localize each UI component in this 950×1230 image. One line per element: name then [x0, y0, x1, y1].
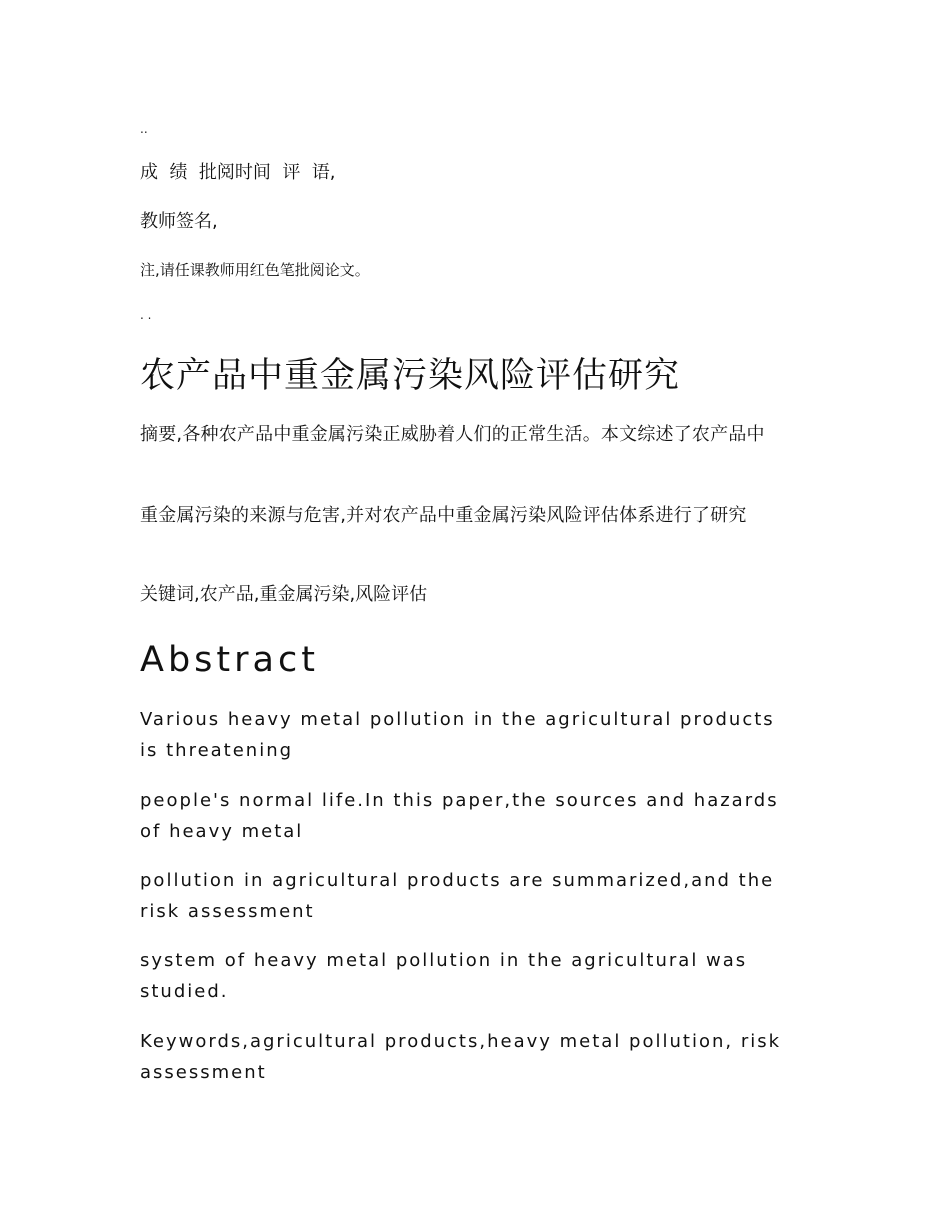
english-abstract-paragraph-1: Various heavy metal pollution in the agricultural products is threatening: [140, 709, 775, 761]
english-abstract-paragraph-3: pollution in agricultural products are summarized,and the risk assessment: [140, 870, 775, 922]
teacher-signature-line: 教师签名,: [140, 211, 218, 232]
chinese-abstract-paragraph-2: 重金属污染的来源与危害,并对农产品中重金属污染风险评估体系进行了研究: [140, 505, 747, 526]
english-title: Abstract: [140, 640, 319, 680]
chinese-abstract-paragraph-1: 摘要,各种农产品中重金属污染正威胁着人们的正常生活。本文综述了农产品中: [140, 424, 765, 445]
dots-bottom: . .: [140, 308, 152, 322]
grading-note: 注,请任课教师用红色笔批阅论文。: [140, 261, 370, 279]
chinese-title: 农产品中重金属污染风险评估研究: [140, 356, 681, 396]
english-keywords: Keywords,agricultural products,heavy metal pollution, risk assessment: [140, 1031, 782, 1083]
english-abstract-paragraph-4: system of heavy metal pollution in the agricultural was studied.: [140, 950, 748, 1002]
dots-top: ..: [140, 122, 148, 136]
chinese-keywords: 关键词,农产品,重金属污染,风险评估: [140, 584, 428, 605]
english-abstract-paragraph-2: people's normal life.In this paper,the sources and hazards of heavy metal: [140, 790, 779, 842]
grade-line: 成 绩 批阅时间 评 语,: [140, 162, 336, 183]
